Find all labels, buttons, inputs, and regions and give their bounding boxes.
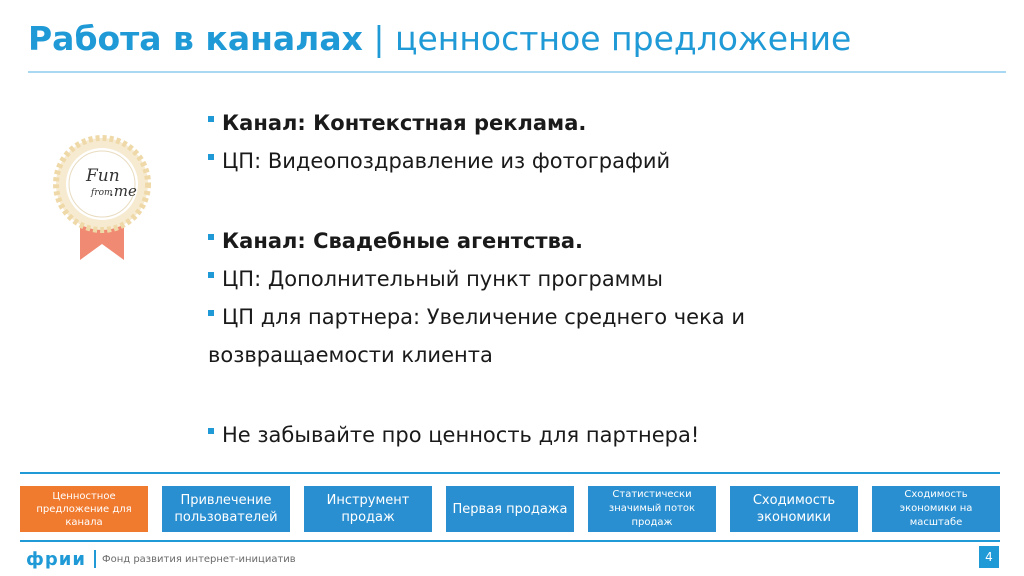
title-separator: | bbox=[373, 19, 385, 58]
title-bold: Работа в каналах bbox=[28, 19, 363, 58]
process-steps bbox=[20, 486, 1002, 532]
title-subtitle: ценностное предложение bbox=[395, 19, 852, 58]
bullet-item: Канал: Свадебные агентства. bbox=[208, 222, 988, 260]
bullet-item: ЦП для партнера: Увеличение среднего чека и bbox=[208, 298, 988, 336]
process-rule-bottom bbox=[20, 540, 1000, 542]
bullet-item: ЦП: Видеопоздравление из фотографий bbox=[208, 142, 988, 180]
bullet-marker-icon bbox=[208, 234, 214, 240]
slide-title bbox=[28, 18, 851, 60]
step-sales-tool[interactable]: Инструмент продаж bbox=[304, 486, 432, 532]
title-divider bbox=[28, 71, 1006, 73]
bullet-marker-icon bbox=[208, 116, 214, 122]
logo-caption: Фонд развития интернет-инициатив bbox=[101, 553, 296, 565]
bullet-marker-icon bbox=[208, 428, 214, 434]
badge-word-from: from bbox=[91, 188, 113, 198]
step-unit-economics[interactable]: Сходимость экономики bbox=[730, 486, 858, 532]
funfromme-badge-logo bbox=[52, 134, 152, 264]
page-number: 4 bbox=[979, 546, 999, 568]
bullet-item: Не забывайте про ценность для партнера! bbox=[208, 416, 988, 454]
frii-logo: фрии bbox=[26, 548, 86, 570]
logo-divider bbox=[94, 550, 96, 568]
bullet-item: Канал: Контекстная реклама. bbox=[208, 104, 988, 142]
process-rule-top bbox=[20, 472, 1000, 474]
step-value-proposition[interactable]: Ценностное предложение для канала bbox=[20, 486, 148, 532]
bullet-item-continuation: возвращаемости клиента bbox=[208, 343, 493, 367]
bullet-list bbox=[208, 104, 988, 454]
badge-word-me: .me bbox=[109, 182, 137, 200]
bullet-marker-icon bbox=[208, 272, 214, 278]
step-economics-at-scale[interactable]: Сходимость экономики на масштабе bbox=[872, 486, 1000, 532]
badge-word-fun: Fun bbox=[86, 166, 120, 186]
step-user-acquisition[interactable]: Привлечение пользователей bbox=[162, 486, 290, 532]
bullet-item: ЦП: Дополнительный пункт программы bbox=[208, 260, 988, 298]
footer-logo bbox=[26, 548, 296, 570]
step-first-sale[interactable]: Первая продажа bbox=[446, 486, 574, 532]
step-sales-flow[interactable]: Статистически значимый поток продаж bbox=[588, 486, 716, 532]
bullet-marker-icon bbox=[208, 154, 214, 160]
bullet-marker-icon bbox=[208, 310, 214, 316]
